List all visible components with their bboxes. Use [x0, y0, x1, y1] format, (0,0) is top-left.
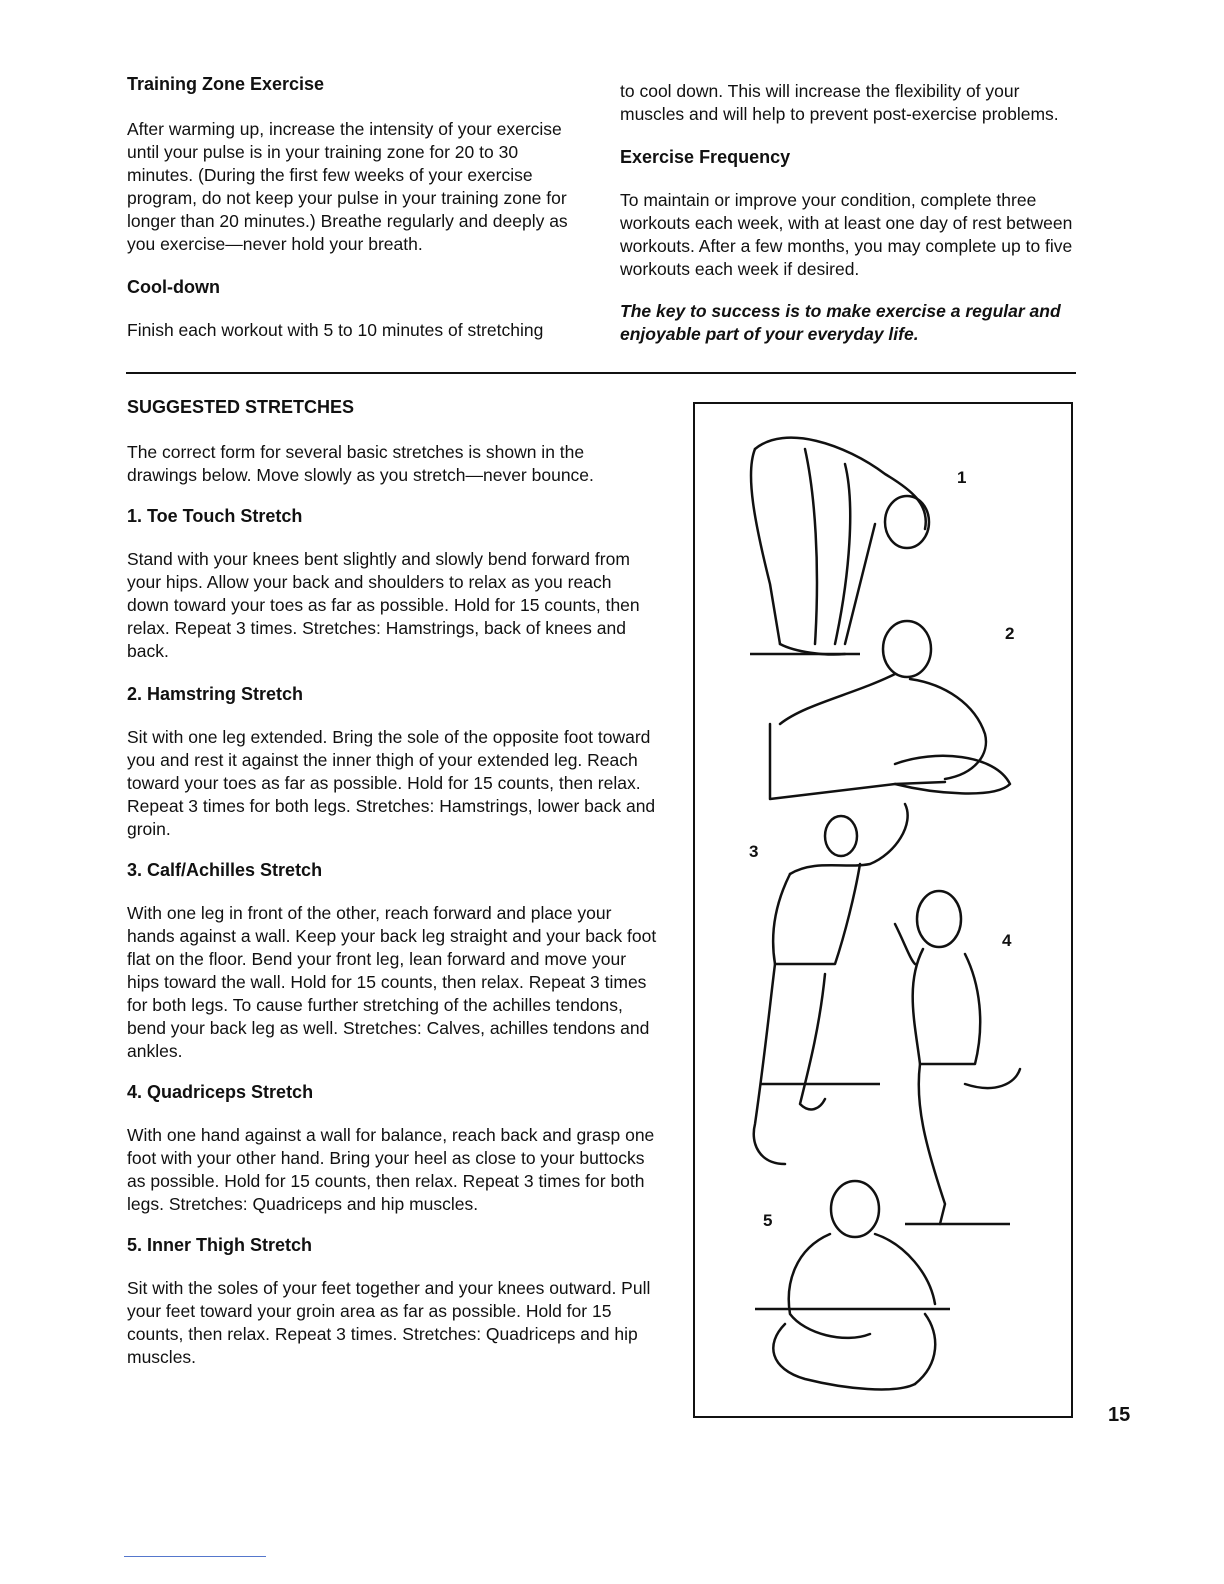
figure-label-4: 4 — [1002, 931, 1012, 950]
stretch-text-calf-achilles: With one leg in front of the other, reach forward and place your hands against a wall. Keep your back leg straight and your back foot flat on the floor. Bend your front leg, lean forward and move your hips toward the wall. Hold for 15 counts, then relax. Repeat 3 times for both legs. To cause further stretching of the achilles tendons, bend your back leg as well. Stretches: Calves, achilles tendons and ankles. — [127, 903, 657, 1061]
frequency-heading: Exercise Frequency — [620, 147, 791, 167]
frequency-section — [620, 80, 1080, 346]
stretch-text-quadriceps: With one hand against a wall for balance, reach back and grasp one foot with your other hand. Bring your heel as close to your buttocks as possible. Hold for 15 counts, then relax. Repeat 3 times for both legs. Stretches: Quadriceps and hip muscles. — [127, 1125, 655, 1214]
stretch-title-inner-thigh: 5. Inner Thigh Stretch — [127, 1235, 313, 1255]
stretch-title-calf-achilles: 3. Calf/Achilles Stretch — [127, 860, 323, 880]
figure-label-2: 2 — [1005, 624, 1015, 643]
stretch-title-toe-touch: 1. Toe Touch Stretch — [127, 506, 303, 526]
stretches-heading: SUGGESTED STRETCHES — [127, 397, 355, 417]
stretch-text-inner-thigh: Sit with the soles of your feet together and your knees outward. Pull your feet toward your groin area as far as possible. Hold for 15 counts, then relax. Repeat 3 times. Stretches: Quadriceps and hip muscles. — [127, 1278, 651, 1367]
stretch-drawings — [695, 404, 1071, 1416]
stretch-text-toe-touch: Stand with your knees bent slightly and slowly bend forward from your hips. Allow your back and shoulders to relax as you reach down toward your toes as far as possible. Hold for 15 counts, then relax. Repeat 3 times. Stretches: Hamstrings, back of knees and back. — [127, 549, 640, 661]
key-to-success-text: The key to success is to make exercise a regular and enjoyable part of your everyday life. — [620, 301, 1061, 344]
figure-label-1: 1 — [957, 468, 967, 487]
figure-label-3: 3 — [749, 842, 759, 861]
training-heading: Training Zone Exercise — [127, 74, 325, 94]
figure-hamstring — [770, 621, 1010, 799]
cooldown-heading: Cool-down — [127, 277, 220, 297]
stretch-text-hamstring: Sit with one leg extended. Bring the sole of the opposite foot toward you and rest it against the inner thigh of your extended leg. Reach toward your toes as far as possible. Hold for 15 counts, then relax. Repeat 3 times for both legs. Stretches: Hamstrings, lower back and groin. — [127, 727, 656, 839]
section-divider — [126, 372, 1076, 374]
figure-label-5: 5 — [763, 1211, 773, 1230]
frequency-text: To maintain or improve your condition, complete three workouts each week, with at least one day of rest between workouts. After a few months, you may complete up to five workouts each week if desired. — [620, 190, 1073, 279]
figure-calf-achilles — [754, 804, 908, 1164]
cooldown-continued-text: to cool down. This will increase the flexibility of your muscles and will help to prevent post-exercise problems. — [620, 81, 1059, 124]
figure-inner-thigh — [755, 1181, 950, 1389]
training-section — [127, 74, 582, 342]
stretch-title-hamstring: 2. Hamstring Stretch — [127, 684, 304, 704]
footer-line — [124, 1556, 266, 1557]
stretches-intro: The correct form for several basic stretches is shown in the drawings below. Move slowly as you stretch—never bounce. — [127, 442, 594, 485]
stretch-title-quadriceps: 4. Quadriceps Stretch — [127, 1082, 314, 1102]
page-number: 15 — [1108, 1404, 1131, 1426]
stretches-illustration — [693, 402, 1073, 1418]
training-text: After warming up, increase the intensity of your exercise until your pulse is in your training zone for 20 to 30 minutes. (During the first few weeks of your exercise program, do not keep your pulse in your training zone for longer than 20 minutes.) Breathe regularly and deeply as you exercise—never hold your breath. — [127, 119, 568, 254]
stretches-section — [127, 397, 657, 1369]
cooldown-text: Finish each workout with 5 to 10 minutes of stretching — [127, 320, 544, 340]
